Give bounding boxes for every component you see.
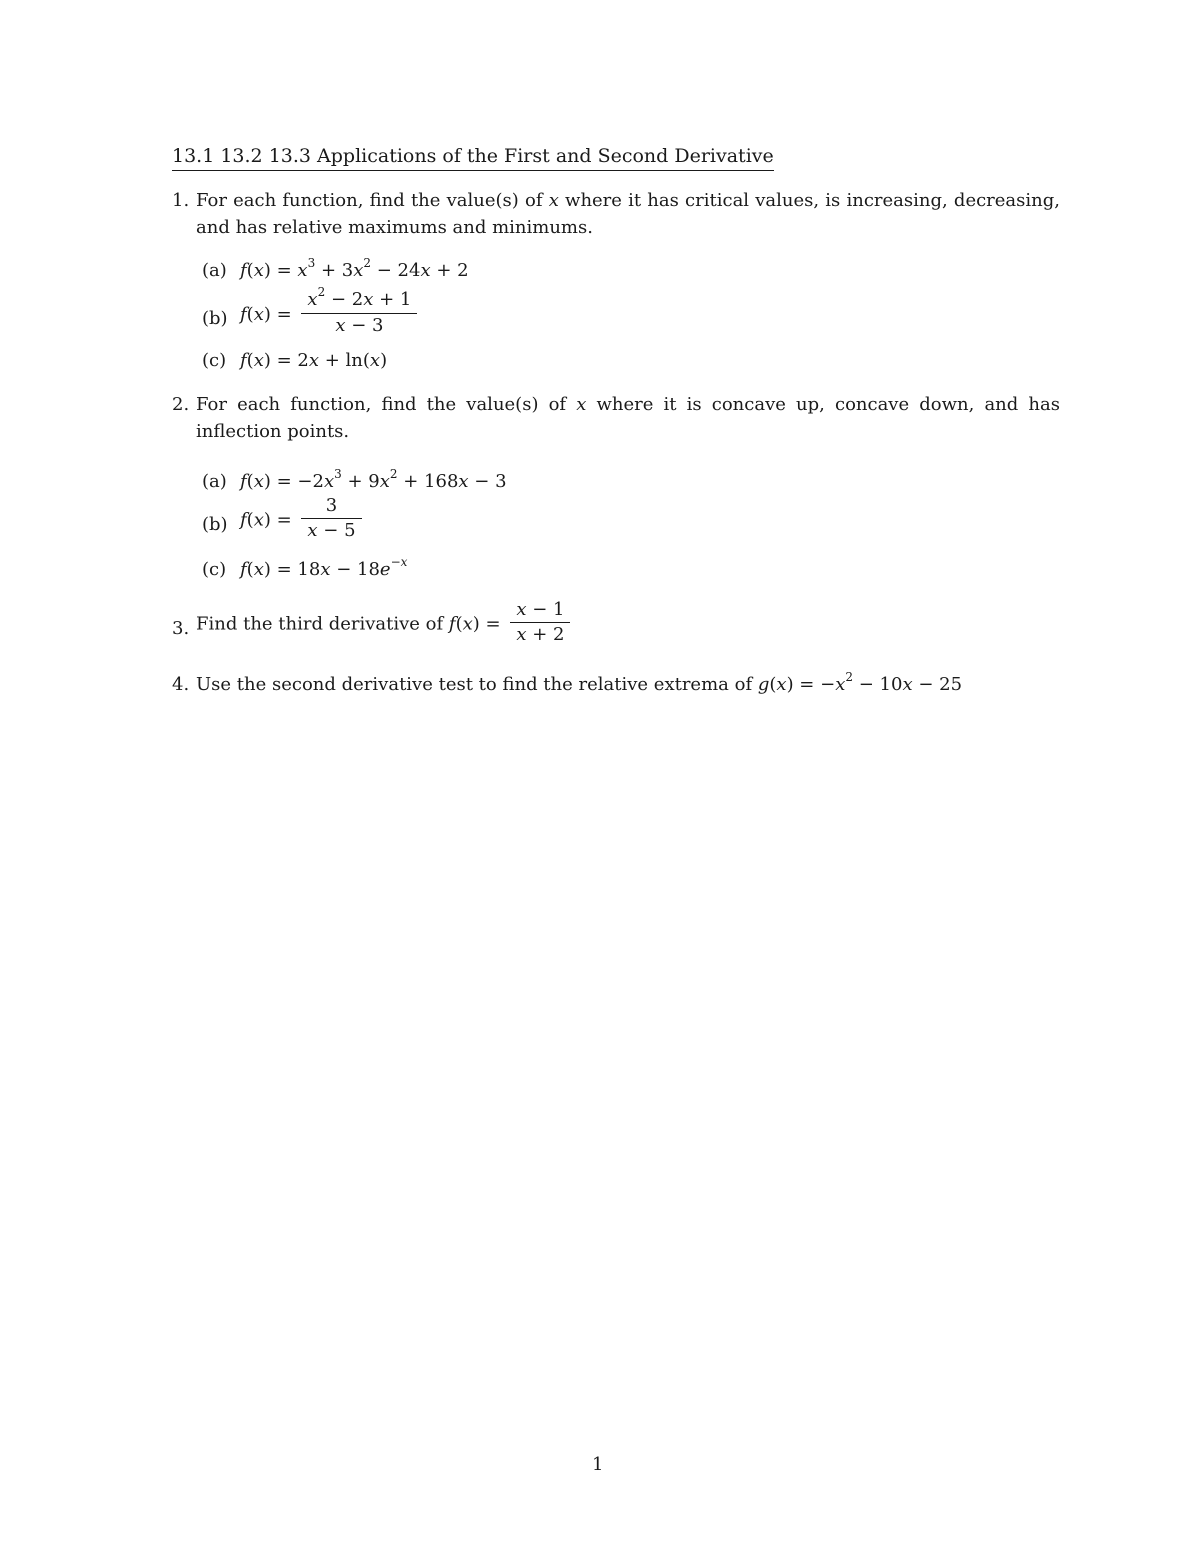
question-2b-label: (b): [202, 514, 228, 535]
question-2: [172, 391, 1060, 447]
question-1b-equation: f(x) = $\frac{x^2 - 2x + 1}{x - 3}$: [240, 290, 421, 340]
question-1a-equation: $f(x) = x^3 + 3x^2 - 24x + 2$: [240, 256, 469, 281]
question-3-body: Find the third derivative of f(x) = $\frac{x - 1}{x + 2}$: [196, 600, 574, 649]
question-2c-equation: $f(x) = 18x - 18e^{-x}$: [240, 555, 408, 580]
question-1a-label: (a): [202, 260, 227, 281]
question-1: [172, 187, 1060, 243]
question-1b: [202, 285, 421, 340]
question-2c: [202, 557, 407, 584]
question-1b-label: (b): [202, 308, 228, 329]
question-2a: [202, 469, 507, 496]
question-4: [172, 672, 962, 699]
question-4-equation: $g(x) = -x^2 - 10x - 25$: [757, 670, 963, 695]
question-2c-label: (c): [202, 559, 227, 580]
page-number: 1: [592, 1454, 604, 1475]
fraction: $\frac{x - 1}{x + 2}$: [510, 598, 570, 647]
question-3-number: 3.: [172, 618, 190, 639]
question-1-number: 1.: [172, 190, 190, 211]
page-title: 13.1 13.2 13.3 Applications of the First and Second Derivative: [172, 143, 774, 171]
question-1a: [202, 258, 469, 285]
question-3: [172, 600, 574, 649]
question-4-text: Use the second derivative test to find the relative extrema of: [196, 674, 753, 695]
question-2a-equation: $f(x) = -2x^3 + 9x^2 + 168x - 3$: [240, 467, 507, 492]
question-1c-label: (c): [202, 350, 227, 371]
question-3-text: Find the third derivative of: [196, 613, 444, 635]
question-2b-equation: f(x) = $\frac{3}{x - 5}$: [240, 496, 366, 545]
fraction: $\frac{3}{x - 5}$: [301, 494, 361, 543]
variable-x: x: [548, 190, 559, 211]
question-2-number: 2.: [172, 394, 190, 415]
question-2-text: For each function, find the value(s) of x where it is concave up, concave down, and has inflection points.: [196, 394, 1060, 442]
question-1c-equation: f(x) = 2x + ln(x): [240, 350, 388, 371]
question-1c: [202, 348, 387, 374]
question-2a-label: (a): [202, 471, 227, 492]
question-2b: [202, 496, 366, 545]
fraction: $\frac{x^2 - 2x + 1}{x - 3}$: [301, 288, 417, 338]
variable-x: x: [576, 394, 587, 415]
question-1-text: For each function, find the value(s) of x where it has critical values, is increasing, decreasing, and has relative maximums and minimums.: [196, 190, 1060, 238]
question-4-number: 4.: [172, 674, 190, 695]
question-4-body: [196, 672, 962, 699]
